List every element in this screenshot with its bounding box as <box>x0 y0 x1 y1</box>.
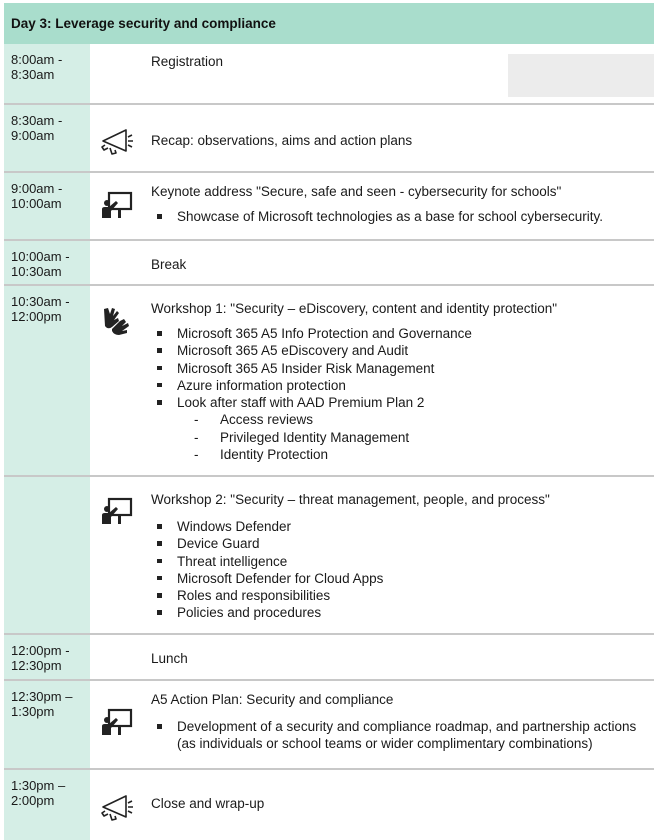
bullet-list <box>151 518 654 622</box>
agenda-row-keynote <box>4 173 654 241</box>
time-cell: 12:00pm - 12:30pm <box>4 635 90 679</box>
time-cell: 10:30am - 12:00pm <box>4 286 90 475</box>
agenda-row-workshop-1 <box>4 286 654 477</box>
grey-placeholder-box <box>508 54 654 97</box>
agenda-row-lunch <box>4 635 654 681</box>
session-content <box>151 300 654 463</box>
bullet-item: Showcase of Microsoft technologies as a base for school cybersecurity. <box>151 208 654 225</box>
bullet-item: Look after staff with AAD Premium Plan 2 <box>151 394 654 411</box>
bullet-item: Microsoft 365 A5 Info Protection and Governance <box>151 325 654 342</box>
hands-icon <box>100 305 134 335</box>
bullet-list <box>151 208 654 225</box>
session-content <box>151 691 654 753</box>
session-content <box>151 795 654 812</box>
agenda-row-workshop-2 <box>4 477 654 635</box>
session-content <box>151 650 654 667</box>
bullet-item: Azure information protection <box>151 377 654 394</box>
megaphone-icon <box>100 791 134 821</box>
time-cell: 10:00am - 10:30am <box>4 241 90 284</box>
sub-bullet-item: - Privileged Identity Management <box>151 429 654 446</box>
session-title: Registration <box>151 54 224 69</box>
bullet-item: Microsoft 365 A5 Insider Risk Management <box>151 360 654 377</box>
megaphone-icon <box>100 125 134 155</box>
bullet-item: Threat intelligence <box>151 553 654 570</box>
bullet-item: Windows Defender <box>151 518 654 535</box>
time-cell: 12:30pm – 1:30pm <box>4 681 90 768</box>
agenda-row-action-plan <box>4 681 654 770</box>
time-cell: 8:00am - 8:30am <box>4 44 90 103</box>
sub-bullet-list <box>151 411 654 463</box>
presenter-icon <box>100 496 134 526</box>
bullet-item: Policies and procedures <box>151 604 654 621</box>
time-cell <box>4 477 90 633</box>
time-cell: 8:30am - 9:00am <box>4 105 90 171</box>
session-title: Recap: observations, aims and action plans <box>151 133 413 148</box>
session-content <box>151 256 654 273</box>
session-title: Close and wrap-up <box>151 796 265 811</box>
session-content <box>151 183 654 225</box>
session-title: Break <box>151 257 187 272</box>
presenter-icon <box>100 707 134 737</box>
agenda-row-recap <box>4 105 654 173</box>
agenda-table <box>4 3 654 840</box>
session-title: Workshop 2: "Security – threat management, people, and process" <box>151 492 550 507</box>
day-header <box>4 3 654 44</box>
agenda-row-close <box>4 770 654 840</box>
sub-bullet-item: - Access reviews <box>151 411 654 428</box>
day-title: Day 3: Leverage security and compliance <box>11 16 276 31</box>
bullet-item: Microsoft 365 A5 eDiscovery and Audit <box>151 342 654 359</box>
time-cell: 9:00am - 10:00am <box>4 173 90 239</box>
bullet-item: Device Guard <box>151 535 654 552</box>
time-cell: 1:30pm – 2:00pm <box>4 770 90 840</box>
bullet-item: Development of a security and compliance roadmap, and partnership actions (as individuals or school teams or wider complimentary combinations) <box>151 718 654 753</box>
agenda-row-registration <box>4 44 654 105</box>
bullet-item: Roles and responsibilities <box>151 587 654 604</box>
session-title: A5 Action Plan: Security and compliance <box>151 692 394 707</box>
bullet-list <box>151 718 654 753</box>
presenter-icon <box>100 190 134 220</box>
session-title: Workshop 1: "Security – eDiscovery, content and identity protection" <box>151 301 558 316</box>
session-title: Keynote address "Secure, safe and seen - cybersecurity for schools" <box>151 184 562 199</box>
session-title: Lunch <box>151 651 188 666</box>
agenda-row-break <box>4 241 654 286</box>
bullet-item: Microsoft Defender for Cloud Apps <box>151 570 654 587</box>
session-content <box>151 491 654 622</box>
session-content <box>151 132 654 149</box>
sub-bullet-item: - Identity Protection <box>151 446 654 463</box>
bullet-list <box>151 325 654 411</box>
